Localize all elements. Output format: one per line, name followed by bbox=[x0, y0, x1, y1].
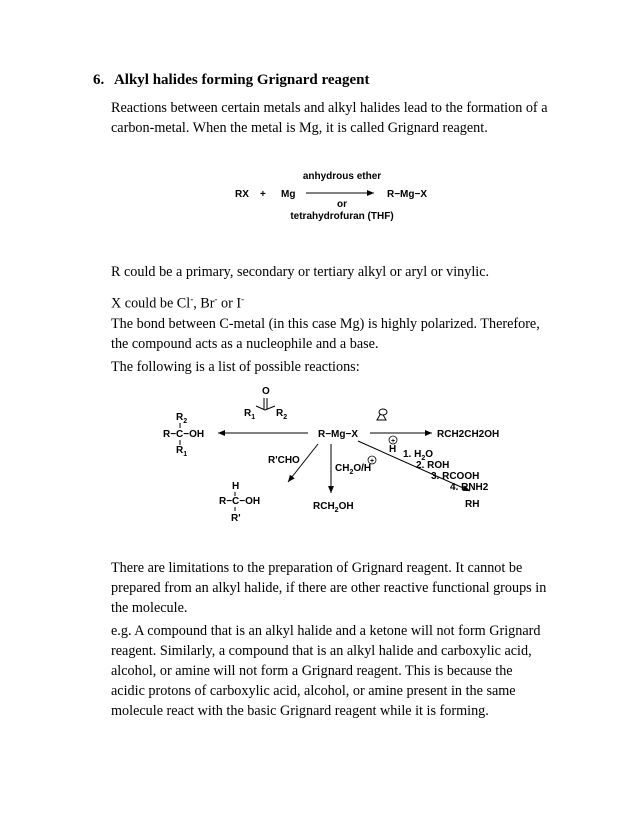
secondary-h: H bbox=[232, 481, 240, 492]
equation-or: or bbox=[337, 199, 347, 210]
intro-line: carbon-metal. When the metal is Mg, it is called Grignard reagent. bbox=[111, 120, 488, 136]
ketone-r1: $R_1$ bbox=[244, 408, 256, 421]
epoxide-reagent bbox=[377, 409, 387, 420]
r-group-note bbox=[111, 262, 581, 282]
example-line: acidic protons of carboxylic acid, alcohol, or amine present in the same bbox=[111, 683, 516, 699]
equation-product: R−Mg−X bbox=[387, 189, 428, 200]
protic-step-3: 3. RCOOH bbox=[431, 471, 480, 482]
formaldehyde-plus-sign: + bbox=[369, 458, 375, 465]
reactions-intro-line: The following is a list of possible reactions: bbox=[111, 359, 360, 375]
example-paragraph bbox=[111, 621, 581, 721]
scheme-center-reagent: R−Mg−X bbox=[318, 429, 359, 440]
ketone-oxygen: O bbox=[262, 386, 270, 397]
equation-condition-above: anhydrous ether bbox=[302, 171, 382, 182]
protic-step-4: 4. RNH2 bbox=[450, 482, 489, 493]
alkane-product: RH bbox=[465, 499, 480, 510]
ketone-reagent bbox=[244, 386, 287, 421]
bond-line: The bond between C-metal (in this case Mg) is highly polarized. Therefore, bbox=[111, 316, 540, 332]
primary-alcohol-product: $RCH_2OH$ bbox=[313, 501, 354, 514]
grignard-equation bbox=[235, 171, 427, 222]
epoxide-plus-sign: + bbox=[390, 438, 396, 445]
x-line-minus: - bbox=[214, 294, 218, 304]
bond-line: the compound acts as a nucleophile and a base. bbox=[111, 336, 379, 352]
secondary-main: R−C−OH bbox=[219, 496, 261, 507]
x-line-iodide: or I bbox=[217, 295, 242, 312]
equation-condition-below: tetrahydrofuran (THF) bbox=[290, 211, 394, 222]
x-group-note bbox=[111, 289, 581, 314]
tertiary-r1: $R_1$ bbox=[176, 445, 188, 458]
intro-line: Reactions between certain metals and alkyl halides lead to the formation of a bbox=[111, 100, 548, 116]
r-group-line: R could be a primary, secondary or tertiary alkyl or aryl or vinylic. bbox=[111, 264, 490, 280]
tertiary-main: R−C−OH bbox=[163, 429, 205, 440]
limitations-line: There are limitations to the preparation of Grignard reagent. It cannot be bbox=[111, 560, 523, 576]
x-line-minus: - bbox=[190, 294, 194, 304]
equation-reactant-mg: Mg bbox=[281, 189, 296, 200]
example-line: reagent. Similarly, a compound that is an alkyl halide and carboxylic acid, bbox=[111, 643, 532, 659]
epoxide-acid-h: H bbox=[389, 444, 397, 455]
secondary-alcohol-product bbox=[219, 481, 260, 524]
section-number: 6. bbox=[93, 72, 105, 88]
equation-reactant-rx: RX bbox=[235, 189, 249, 200]
bond-note bbox=[111, 314, 581, 354]
example-line: molecule react with the basic Grignard reagent while it is forming. bbox=[111, 703, 489, 719]
protic-step-1: 1. $H_2O$ bbox=[403, 449, 434, 462]
tertiary-alcohol-product bbox=[163, 412, 204, 458]
epoxide-product: RCH2CH2OH bbox=[437, 429, 500, 440]
reactions-intro bbox=[111, 357, 581, 377]
aldehyde-reagent: R'CHO bbox=[268, 455, 300, 466]
section-title: Alkyl halides forming Grignard reagent bbox=[113, 72, 370, 88]
tertiary-r2: $R_2$ bbox=[176, 412, 188, 425]
equation-plus: + bbox=[260, 189, 266, 200]
x-line-bromide: , Br bbox=[193, 295, 215, 312]
x-line-chloride: X could be Cl bbox=[111, 295, 191, 312]
reaction-scheme bbox=[163, 386, 499, 524]
formaldehyde-reagent: $CH_2O/H$ bbox=[335, 463, 372, 476]
ketone-r2: $R_2$ bbox=[276, 408, 288, 421]
protic-step-2: 2. ROH bbox=[416, 460, 450, 471]
x-line-minus: - bbox=[241, 294, 245, 304]
limitations-paragraph bbox=[111, 558, 581, 618]
secondary-r: R' bbox=[231, 513, 241, 524]
example-line: e.g. A compound that is an alkyl halide and a ketone will not form Grignard bbox=[111, 623, 541, 639]
example-line: alcohol, or amine will not form a Grignard reagent. This is because the bbox=[111, 663, 513, 679]
limitations-line: the molecule. bbox=[111, 600, 188, 616]
limitations-line: prepared from an alkyl halide, if there are other reactive functional groups in bbox=[111, 580, 547, 596]
